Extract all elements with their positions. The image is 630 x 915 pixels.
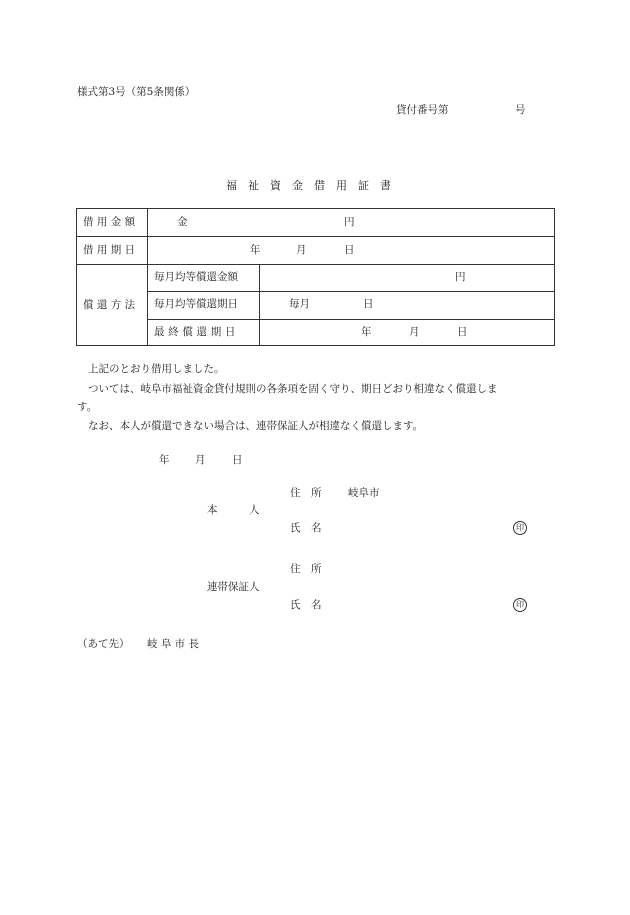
monthly-date-label: 毎月均等償還期日 bbox=[154, 298, 238, 310]
principal-seal-icon: 印 bbox=[513, 521, 527, 535]
loan-number-suffix: 号 bbox=[515, 104, 526, 116]
table-line-h4 bbox=[147, 319, 554, 320]
table-line-h1 bbox=[77, 236, 554, 237]
monthly-date-day: 日 bbox=[363, 298, 374, 310]
form-number: 様式第3号（第5条関係） bbox=[77, 86, 196, 98]
guarantor-label: 連帯保証人 bbox=[207, 581, 260, 593]
date-day: 日 bbox=[232, 454, 243, 466]
principal-address-value: 岐阜市 bbox=[348, 487, 380, 499]
addressee-name: 岐 阜 市 長 bbox=[147, 638, 200, 650]
guarantor-seal-icon: 印 bbox=[513, 598, 527, 612]
final-date-label: 最終償還期日 bbox=[154, 326, 240, 338]
body-line-2-continuation: す。 bbox=[77, 401, 98, 413]
body-line-3: なお、本人が償還できない場合は、連帯保証人が相違なく償還します。 bbox=[88, 420, 424, 432]
principal-label: 本 人 bbox=[207, 504, 260, 516]
body-line-1: 上記のとおり借用しました。 bbox=[88, 363, 225, 375]
loan-amount-prefix: 金 bbox=[177, 216, 188, 228]
loan-period-year: 年 bbox=[250, 244, 261, 256]
body-line-2: ついては、岐阜市福祉資金貸付規則の各条項を固く守り、期日どおり相違なく償還しま bbox=[88, 383, 498, 395]
loan-period-month: 月 bbox=[296, 244, 307, 256]
table-line-v2 bbox=[259, 264, 260, 345]
loan-amount-unit: 円 bbox=[344, 216, 355, 228]
loan-form-table bbox=[76, 208, 555, 346]
date-month: 月 bbox=[195, 454, 206, 466]
loan-number-prefix: 貸付番号第 bbox=[396, 104, 449, 116]
loan-period-label: 借用期日 bbox=[83, 244, 139, 256]
document-title: 福 祉 資 金 借 用 証 書 bbox=[226, 179, 391, 192]
monthly-amount-unit: 円 bbox=[455, 271, 466, 283]
principal-address-label: 住 所 bbox=[290, 487, 322, 499]
date-year: 年 bbox=[159, 454, 170, 466]
loan-amount-label: 借用金額 bbox=[83, 216, 139, 228]
addressee-prefix: （あて先） bbox=[77, 638, 130, 650]
table-line-v1 bbox=[147, 209, 148, 345]
final-date-month: 月 bbox=[409, 326, 420, 338]
final-date-day: 日 bbox=[457, 326, 468, 338]
guarantor-address-label: 住 所 bbox=[290, 563, 322, 575]
final-date-year: 年 bbox=[361, 326, 372, 338]
guarantor-name-label: 氏 名 bbox=[290, 599, 322, 611]
repayment-method-label: 償還方法 bbox=[83, 299, 139, 311]
table-line-h3 bbox=[147, 291, 554, 292]
loan-period-day: 日 bbox=[344, 244, 355, 256]
table-line-h2 bbox=[77, 264, 554, 265]
principal-name-label: 氏 名 bbox=[290, 522, 322, 534]
monthly-date-every-month: 毎月 bbox=[289, 298, 310, 310]
monthly-amount-label: 毎月均等償還金額 bbox=[154, 271, 238, 283]
